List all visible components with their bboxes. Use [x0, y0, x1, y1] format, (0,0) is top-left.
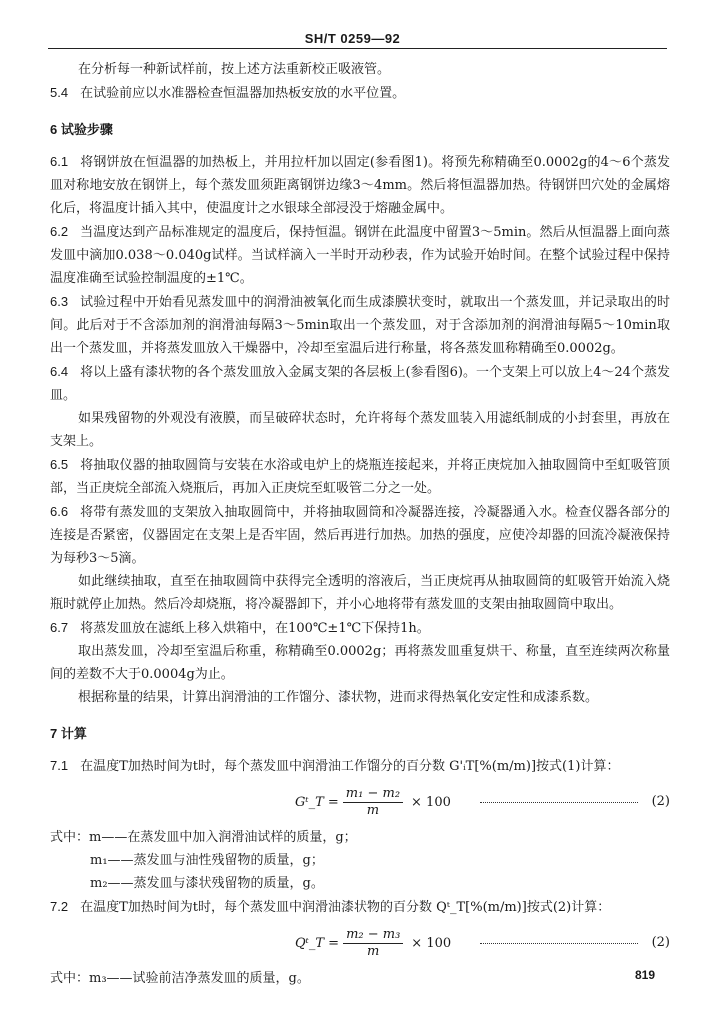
header-rule: [48, 48, 667, 49]
page-number: 819: [634, 968, 655, 982]
paragraph-text: 如此继续抽取，直至在抽取圆筒中获得完全透明的溶液后，当正庚烷再从抽取圆筒的虹吸管开始流入烧瓶时就停止加热。然后冷却烧瓶，将冷凝器卸下，并小心地将带有蒸发皿的支架由抽取圆筒中取出。: [50, 574, 670, 612]
clause-number: 6.6: [50, 504, 69, 519]
clause-number: 5.4: [50, 85, 69, 100]
clause-number: 6.1: [50, 154, 69, 169]
formula-denominator: m: [367, 943, 380, 959]
paragraph-text: 在分析每一种新试样前，按上述方法重新校正吸液管。: [78, 62, 391, 77]
clause-paragraph: [50, 81, 670, 105]
clause-paragraph: [50, 290, 670, 360]
body-paragraph: [50, 407, 670, 453]
body-paragraph: [50, 686, 670, 709]
clause-number: 6.3: [50, 294, 69, 309]
formula-numerator: m₁ − m₂: [343, 786, 403, 803]
clause-number: 7.1: [50, 758, 69, 773]
clause-number: 6.5: [50, 457, 69, 472]
standard-header: SH/T 0259—92: [304, 31, 401, 46]
formula-lhs: Gᵗ_T =: [295, 794, 339, 810]
where-label: 式中：: [50, 830, 90, 845]
formula-tail: × 100: [411, 935, 452, 951]
formula: [50, 782, 670, 822]
variable-definition: m₂——蒸发皿与漆状残留物的质量，g。: [90, 876, 324, 891]
formula: [50, 923, 670, 963]
where-label: 式中：: [50, 971, 90, 986]
body-paragraph: [50, 640, 670, 686]
formula-lhs: Qᵗ_T =: [295, 935, 340, 951]
leader-dots: [480, 792, 638, 803]
formula-fraction: [343, 927, 403, 960]
clause-paragraph: [50, 453, 670, 500]
clause-paragraph: [50, 616, 670, 640]
body-paragraph: [50, 570, 670, 616]
paragraph-text: 将带有蒸发皿的支架放入抽取圆筒中，并将抽取圆筒和冷凝器连接，冷凝器通入水。检查仪器各部分的连接是否紧密，仪器固定在支架上是否牢固，然后再进行加热。加热的强度，应使冷却器的回流冷凝液保持为每秒3～5滴。: [50, 505, 670, 566]
paragraph-text: 在温度T加热时间为t时，每个蒸发皿中润滑油漆状物的百分数 Qᵗ_T[%(m/m)]按式(2)计算：: [80, 900, 611, 915]
leader-dots: [480, 933, 638, 944]
clause-number: 6.7: [50, 620, 69, 635]
clause-paragraph: [50, 220, 670, 290]
clause-number: 6.2: [50, 224, 69, 239]
document-body: [50, 58, 670, 990]
paragraph-text: 将抽取仪器的抽取圆筒与安装在水浴或电炉上的烧瓶连接起来，并将正庚烷加入抽取圆筒中至虹吸管顶部，当正庚烷全部流入烧瓶后，再加入正庚烷至虹吸管二分之一处。: [50, 458, 670, 496]
where-clause: [50, 826, 670, 849]
paragraph-text: 如果残留物的外观没有液膜，而呈破碎状态时，允许将每个蒸发皿装入用滤纸制成的小封套里，再放在支架上。: [50, 411, 670, 449]
body-paragraph: [50, 58, 670, 81]
clause-paragraph: [50, 895, 670, 919]
section-heading: 7 计算: [50, 726, 87, 741]
equation-number: (2): [651, 935, 670, 950]
paragraph-text: 将蒸发皿放在滤纸上移入烘箱中，在100℃±1℃下保持1h。: [80, 621, 430, 636]
paragraph-text: 在试验前应以水准器检查恒温器加热板安放的水平位置。: [80, 86, 406, 101]
where-text: m₃——试验前洁净蒸发皿的质量，g。: [89, 971, 310, 986]
paragraph-text: 取出蒸发皿，冷却至室温后称重，称精确至0.0002g；再将蒸发皿重复烘干、称量，直至连续两次称量间的差数不大于0.0004g为止。: [50, 644, 670, 682]
clause-paragraph: [50, 500, 670, 570]
paragraph-text: 根据称量的结果，计算出润滑油的工作馏分、漆状物，进而求得热氧化安定性和成漆系数。: [78, 690, 599, 705]
formula-denominator: m: [366, 802, 380, 818]
formula-tail: × 100: [411, 794, 451, 810]
paragraph-text: 在温度T加热时间为t时，每个蒸发皿中润滑油工作馏分的百分数 G'ᵢT[%(m/m)]按式(1)计算：: [80, 759, 620, 774]
paragraph-text: 当温度达到产品标准规定的温度后，保持恒温。钢饼在此温度中留置3～5min。然后从恒温器上面向蒸发皿中滴加0.038～0.040g试样。当试样滴入一半时开动秒表，作为试验开始时间。在整个试验过程中保持温度准确至试验控制温度的±1℃。: [50, 225, 670, 286]
clause-paragraph: [50, 754, 670, 778]
equation-number: (2): [651, 794, 670, 809]
clause-number: 6.4: [50, 364, 69, 379]
section-heading: 6 试验步骤: [50, 122, 113, 137]
clause-paragraph: [50, 150, 670, 220]
where-text: m——在蒸发皿中加入润滑油试样的质量，g；: [89, 830, 357, 845]
clause-number: 7.2: [50, 899, 69, 914]
clause-paragraph: [50, 360, 670, 407]
paragraph-text: 将以上盛有漆状物的各个蒸发皿放入金属支架的各层板上(参看图6)。一个支架上可以放上4～24个蒸发皿。: [50, 365, 670, 403]
variable-definition: m₁——蒸发皿与油性残留物的质量，g；: [90, 853, 324, 868]
paragraph-text: 将钢饼放在恒温器的加热板上，并用拉杆加以固定(参看图1)。将预先称精确至0.0002g的4～6个蒸发皿对称地安放在钢饼上，每个蒸发皿须距离钢饼边缘3～4mm。然后将恒温器加热。待钢饼凹穴处的金属熔化后，将温度计插入其中，使温度计之水银球全部浸没于熔融金属中。: [50, 155, 670, 216]
formula-fraction: [343, 786, 403, 819]
paragraph-text: 试验过程中开始看见蒸发皿中的润滑油被氧化而生成漆膜状变时，就取出一个蒸发皿，并记录取出的时间。此后对于不含添加剂的润滑油每隔3～5min取出一个蒸发皿，对于含添加剂的润滑油每隔5～10min取出一个蒸发皿，并将蒸发皿放入干燥器中，冷却至室温后进行称量，将各蒸发皿称精确至0.0002g。: [50, 295, 670, 356]
where-clause: [50, 967, 670, 990]
formula-numerator: m₂ − m₃: [343, 927, 403, 944]
